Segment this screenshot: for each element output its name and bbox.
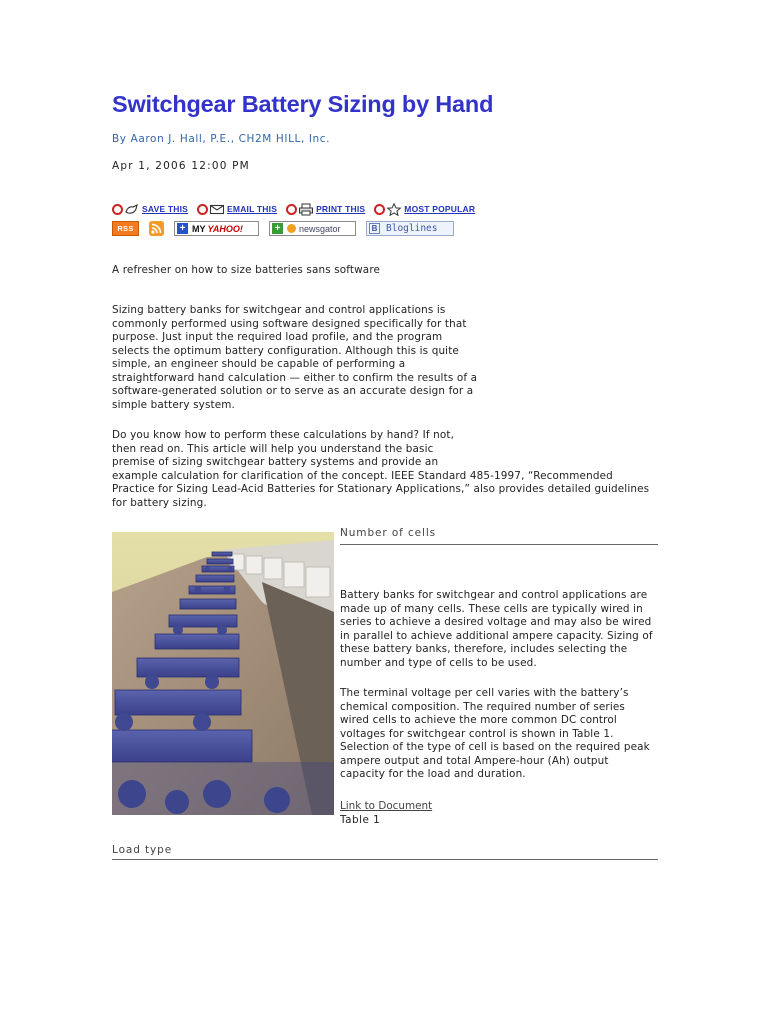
section-heading-number-of-cells: Number of cells — [340, 527, 437, 539]
newsgator-logo-icon — [287, 224, 296, 233]
email-this-link[interactable] — [197, 203, 277, 216]
article-date: Apr 1, 2006 12:00 PM — [112, 160, 250, 172]
battery-bank-photo — [112, 532, 334, 815]
email-this-label: EMAIL THIS — [227, 204, 278, 214]
link-to-document[interactable]: Link to Document — [340, 800, 433, 812]
bullet-icon — [197, 204, 208, 215]
section-heading-load-type: Load type — [112, 844, 173, 856]
bullet-icon — [286, 204, 297, 215]
article-toolbar — [112, 201, 484, 217]
save-icon — [124, 203, 140, 216]
table-1-label: Table 1 — [340, 814, 381, 826]
section-divider — [112, 859, 658, 860]
print-this-label: PRINT THIS — [316, 204, 366, 214]
article-paragraph: Sizing battery banks for switchgear and control applications is commonly performed using software designed specifically for that purpose. Just input the required load profile, and the program selects the optimum battery configuration. Although this is quite simple, an engineer should be capable of performing a straightforward hand calculation — either to confirm the results of a software-generated solution or to serve as an accurate design for a simple battery system. — [112, 304, 478, 411]
feed-icon-button[interactable] — [149, 221, 164, 236]
article-byline: By Aaron J. Hall, P.E., CH2M HILL, Inc. — [112, 133, 331, 145]
most-popular-label: MOST POPULAR — [404, 204, 476, 214]
feed-icon — [149, 221, 164, 236]
save-this-label: SAVE THIS — [142, 204, 189, 214]
rss-button[interactable] — [112, 221, 139, 236]
save-this-link[interactable] — [112, 203, 188, 216]
section-paragraph: The terminal voltage per cell varies with the battery’s chemical composition. The required number of series wired cells to achieve the more common DC control voltages for switchgear control is shown in Table 1. Selection of the type of cell is based on the required peak ampere output and total Ampere-hour (Ah) output capacity for the load and duration. — [340, 687, 650, 780]
newsgator-label: newsgator — [299, 223, 341, 234]
print-icon — [298, 203, 314, 216]
plus-icon: + — [272, 223, 283, 234]
bullet-icon — [112, 204, 123, 215]
article-title: Switchgear Battery Sizing by Hand — [112, 91, 494, 117]
yahoo-label: YAHOO! — [207, 223, 243, 234]
battery-photo-illustration — [112, 532, 334, 815]
feed-subscription-row — [112, 220, 464, 237]
add-to-newsgator-button[interactable] — [269, 221, 356, 236]
star-icon — [386, 203, 402, 216]
section-paragraph: Battery banks for switchgear and control applications are made up of many cells. These cells are typically wired in series to achieve a desired voltage and may also be wired in parallel to achieve additional ampere capacity. Sizing of these battery banks, therefore, includes selecting the number and type of cells to be used. — [340, 589, 653, 669]
section-divider — [340, 544, 658, 545]
plus-icon: + — [177, 223, 188, 234]
article-intro: A refresher on how to size batteries sans software — [112, 264, 381, 276]
print-this-link[interactable] — [286, 203, 365, 216]
rss-label: RSS — [117, 224, 134, 233]
bloglines-logo-icon: B — [369, 223, 380, 234]
bullet-icon — [374, 204, 385, 215]
article-paragraph: Do you know how to perform these calculations by hand? If not, then read on. This article will help you understand the basic premise of sizing switchgear battery systems and provide an example calculation for clarification of the concept. IEEE Standard 485-1997, “Recommended Practice for Sizing Lead-Acid Batteries for Stationary Applications,” also provides detailed guidelines for battery sizing. — [112, 429, 650, 509]
most-popular-link[interactable] — [374, 203, 475, 216]
email-icon — [209, 203, 225, 216]
add-to-bloglines-button[interactable] — [366, 221, 454, 236]
my-label: MY — [192, 223, 206, 234]
bloglines-label: Bloglines — [386, 223, 438, 234]
add-to-my-yahoo-button[interactable] — [174, 221, 259, 236]
